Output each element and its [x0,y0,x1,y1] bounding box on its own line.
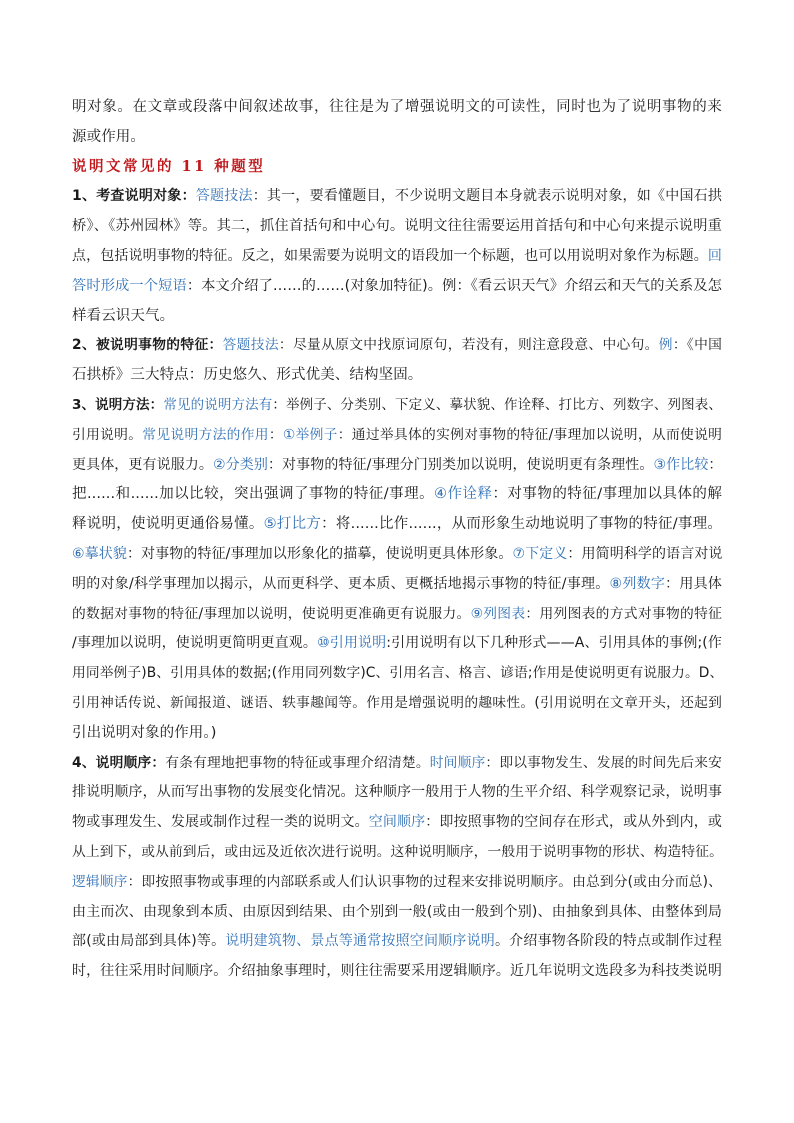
s1-number: 1、 [72,188,97,205]
s3-line-8: 的数据对事物的特征/事理加以说明，使说明更准确更有说服力。⑨列图表：用列图表的方式对事物的特征 [72,605,722,622]
s1-line-4: 答时形成一个短语：本文介绍了……的……(对象加特征)。例：《看云识天气》介绍云和天气的关系及怎 [72,277,722,294]
s4-line-6: 由主而次、由现象到本质、由原因到结果、由个别到一般(或由一般到个别)、由抽象到具体、由整体到局 [72,903,722,920]
s2-line-1: 2、被说明事物的特征：答题技法：尽量从原文中找原词原句，若没有，则注意段意、中心句。例：《中国 [72,337,723,354]
s1-line-3: 点，包括说明事物的特征。反之，如果需要为说明文的语段加一个标题，也可以用说明对象作为标题。回 [72,247,722,264]
s2-number: 2、 [72,337,96,354]
s3-line-9: /事理加以说明，使说明更简明更直观。⑩引用说明:引用说明有以下几种形式——A、引用具体的事例;(作 [72,635,722,652]
s3-line-7: 明的对象/科学事理加以揭示，从而更科学、更本质、更概括地揭示事物的特征/事理。⑧列数字：用具体 [72,575,723,592]
s4-line-3: 物或事理发生、发展或制作过程一类的说明文。空间顺序：即按照事物的空间存在形式，或从外到内，或 [72,814,722,831]
s1-answer-technique-label: 答题技法 [195,188,253,205]
s3-line-10: 用同举例子)B、引用具体的数据;(作用同列数字)C、引用名言、格言、谚语;作用是使说明更有说服力。D、 [72,665,724,682]
s4-number: 4、 [72,754,96,771]
s3-line-12: 引出说明对象的作用。) [72,724,217,741]
s1-line-1: 1、考查说明对象：答题技法：其一，要看懂题目，不少说明文题目本身就表示说明对象，如《中国石拱 [72,188,722,205]
s3-line-3: 更具体，更有说服力。②分类别：对事物的特征/事理分门别类加以说明，使说明更有条理性。③作比较： [72,456,723,473]
s4-title: 说明顺序 [95,754,152,771]
paragraph-line: 明对象。在文章或段落中间叙述故事，往往是为了增强说明文的可读性，同时也为了说明事物的来 [72,99,722,115]
s2-answer-technique-label: 答题技法 [222,337,279,354]
s3-number: 3、 [72,396,96,413]
s4-line-7: 部(或由局部到具体)等。说明建筑物、景点等通常按照空间顺序说明。介绍事物各阶段的特点或制作过程 [72,933,722,950]
paragraph-line: 源或作用。 [72,128,145,145]
s4-line-4: 从上到下，或从前到后，或由远及近依次进行说明。这种说明顺序，一般用于说明事物的形状、构造特征。 [72,843,723,860]
s3-title: 说明方法 [95,396,150,413]
s1-line-2: 桥》、《苏州园林》等。其二，抓住首括句和中心句。说明文往往需要运用首括句和中心句来提示说明重 [72,218,722,235]
s4-line-5: 逻辑顺序：即按照事物或事理的内部联系或人们认识事物的过程来安排说明顺序。由总到分(或由分而总)、 [72,873,722,890]
s1-answer-phrase-label: 答时形成一个短语 [72,277,187,294]
s1-line-5: 样看云识天气。 [72,307,175,324]
s3-line-6: ⑥摹状貌：对事物的特征/事理加以形象化的描摹，使说明更具体形象。⑦下定义：用简明科学的语言对说 [72,545,723,562]
s3-line-2: 引用说明。常见说明方法的作用：①举例子：通过举具体的实例对事物的特征/事理加以说明，从而使说明 [72,426,722,443]
s3-line-1: 3、说明方法：常见的说明方法有：举例子、分类别、下定义、摹状貌、作诠释、打比方、列数字、列图表、 [72,396,722,413]
s4-line-1: 4、说明顺序：有条有理地把事物的特征或事理介绍清楚。时间顺序：即以事物发生、发展的时间先后来安 [72,754,722,771]
s1-title: 考查说明对象 [96,188,182,205]
s3-line-5: 释说明，使说明更通俗易懂。⑤打比方：将......比作......，从而形象生动地说明了事物的特征/事理。 [72,516,722,533]
s4-line-2: 排说明顺序，从而写出事物的发展变化情况。这种顺序一般用于人物的生平介绍、科学观察记录，说明事 [72,784,722,801]
s2-title: 被说明事物的特征 [95,337,209,354]
document-body [72,96,722,990]
s3-line-11: 引用神话传说、新闻报道、谜语、轶事趣闻等。作用是增强说明的趣味性。(引用说明在文章开头，还起到 [72,694,722,711]
s2-line-2: 石拱桥》三大特点：历史悠久、形式优美、结构坚固。 [72,367,423,384]
s3-line-4: 把......和......加以比较，突出强调了事物的特征/事理。④作诠释：对事物的特征/事理加以具体的解 [72,486,722,503]
s4-line-8: 时，往往采用时间顺序。介绍抽象事理时，则往往需要采用逻辑顺序。近几年说明文选段多为科技类说明 [72,963,722,980]
section-heading: 说明文常见的 11 种题型 [72,157,266,175]
